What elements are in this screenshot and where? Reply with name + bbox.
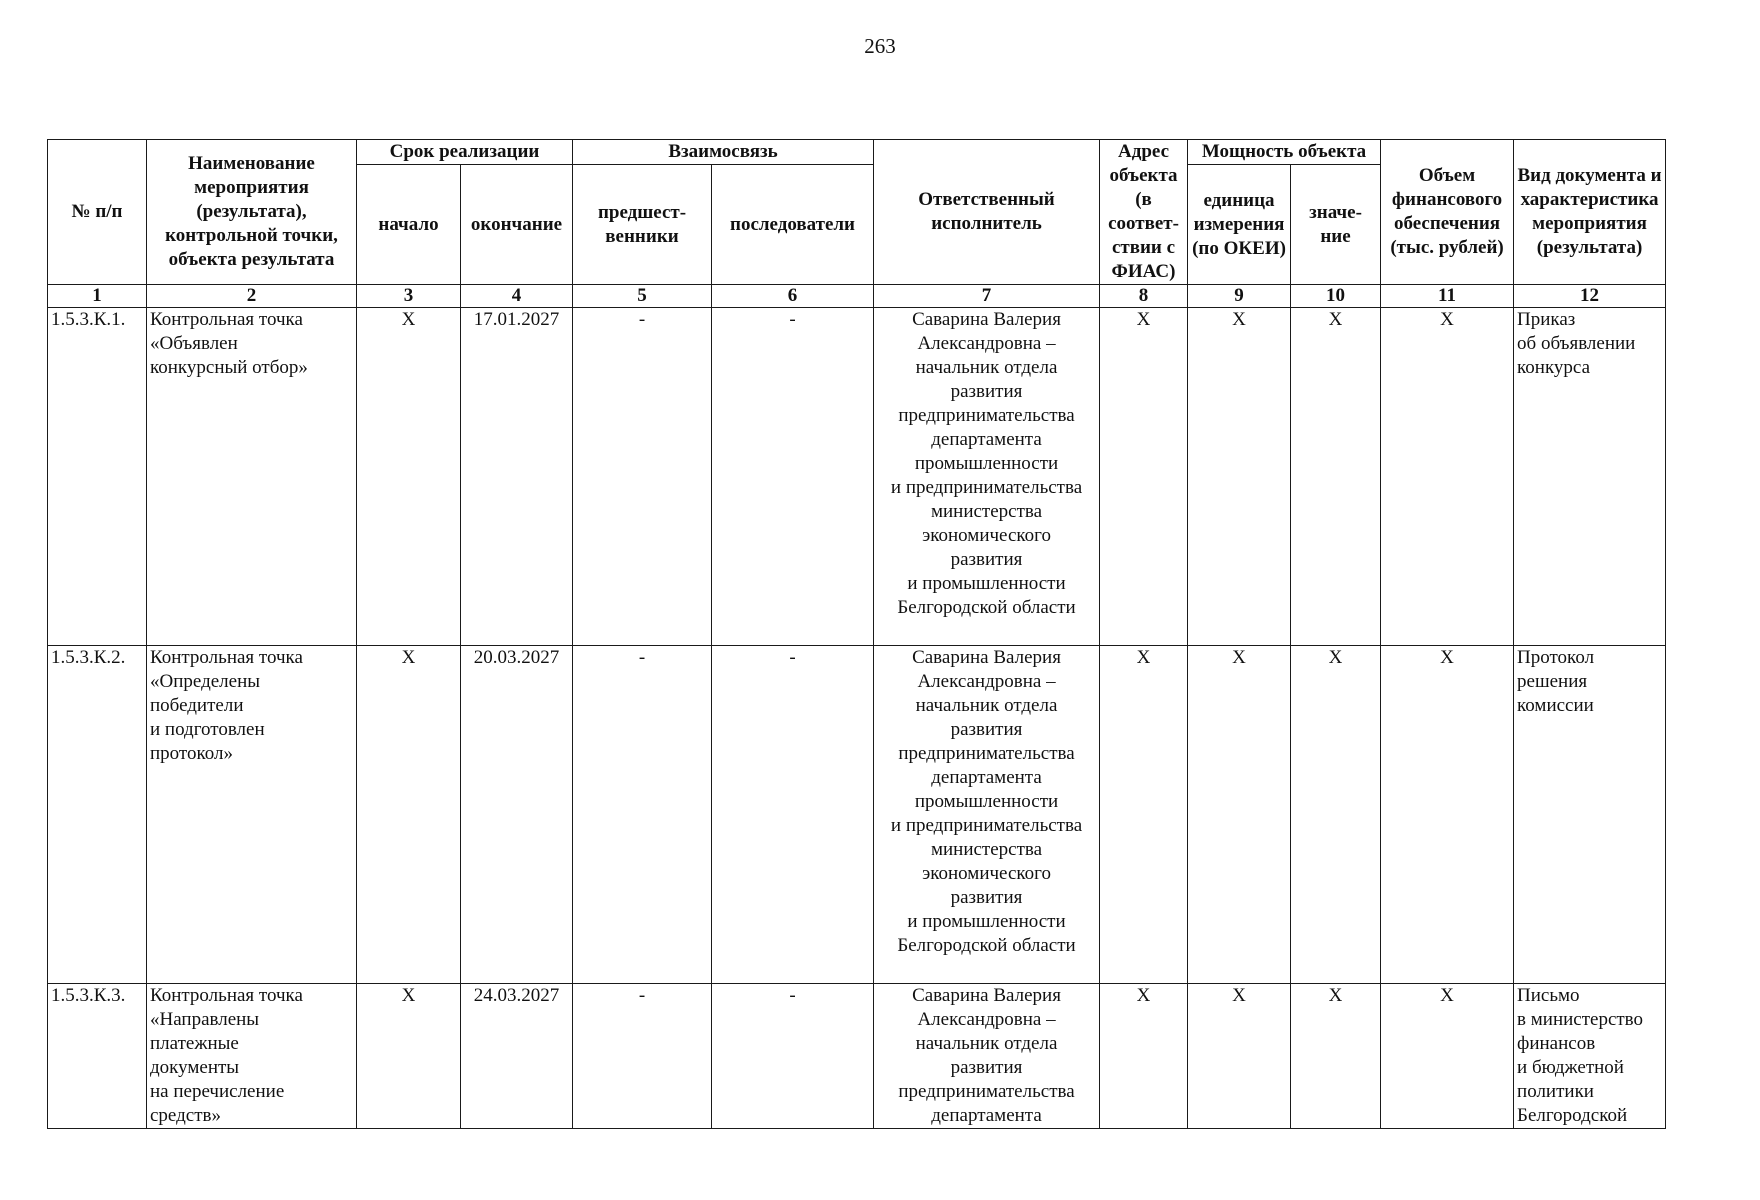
row-doc: Приказ об объявлении конкурса [1514, 308, 1666, 646]
table-row [48, 646, 1666, 984]
column-number: 2 [147, 285, 357, 308]
header-unit: единица измерения (по ОКЕИ) [1188, 165, 1291, 285]
column-number: 5 [573, 285, 712, 308]
row-unit: X [1188, 646, 1291, 984]
row-address: X [1100, 308, 1188, 646]
row-unit: X [1188, 308, 1291, 646]
header-term-end: окончание [461, 165, 573, 285]
row-executor: Саварина Валерия Александровна – начальник отдела развития предпринимательства департамента промышленности и предпринимательства министерства экономического развития и промышленности Белгородской области [874, 308, 1100, 646]
header-value: значе-ние [1291, 165, 1381, 285]
row-end: 24.03.2027 [461, 984, 573, 1129]
row-value: X [1291, 646, 1381, 984]
row-successors: - [712, 646, 874, 984]
header-finance: Объем финансового обеспечения (тыс. рублей) [1381, 140, 1514, 285]
row-address: X [1100, 984, 1188, 1129]
header-address: Адрес объекта (в соответ-ствии с ФИАС) [1100, 140, 1188, 285]
row-doc: Протокол решения комиссии [1514, 646, 1666, 984]
row-start: X [357, 646, 461, 984]
row-value: X [1291, 308, 1381, 646]
row-num: 1.5.3.К.2. [48, 646, 147, 984]
row-end: 20.03.2027 [461, 646, 573, 984]
column-number: 7 [874, 285, 1100, 308]
row-end: 17.01.2027 [461, 308, 573, 646]
row-name: Контрольная точка «Определены победители и подготовлен протокол» [147, 646, 357, 984]
header-relation: Взаимосвязь [573, 140, 874, 165]
plan-table [47, 139, 1666, 1129]
header-successors: последователи [712, 165, 874, 285]
header-name: Наименование мероприятия (результата), контрольной точки, объекта результата [147, 140, 357, 285]
column-number: 12 [1514, 285, 1666, 308]
header-capacity: Мощность объекта [1188, 140, 1381, 165]
row-predecessors: - [573, 646, 712, 984]
row-predecessors: - [573, 308, 712, 646]
header-executor: Ответственный исполнитель [874, 140, 1100, 285]
table-row [48, 308, 1666, 646]
row-name: Контрольная точка «Направлены платежные документы на перечисление средств» [147, 984, 357, 1129]
column-number: 6 [712, 285, 874, 308]
header-doc: Вид документа и характеристика мероприятия (результата) [1514, 140, 1666, 285]
column-number: 8 [1100, 285, 1188, 308]
column-number: 11 [1381, 285, 1514, 308]
header-term: Срок реализации [357, 140, 573, 165]
table-row [48, 984, 1666, 1129]
column-number: 10 [1291, 285, 1381, 308]
row-finance: X [1381, 984, 1514, 1129]
header-term-start: начало [357, 165, 461, 285]
column-number: 4 [461, 285, 573, 308]
row-address: X [1100, 646, 1188, 984]
row-doc: Письмо в министерство финансов и бюджетной политики Белгородской [1514, 984, 1666, 1129]
column-number: 1 [48, 285, 147, 308]
row-finance: X [1381, 646, 1514, 984]
header-predecessors: предшест-венники [573, 165, 712, 285]
column-number: 9 [1188, 285, 1291, 308]
page-number: 263 [864, 34, 896, 58]
row-value: X [1291, 984, 1381, 1129]
row-successors: - [712, 308, 874, 646]
row-num: 1.5.3.К.1. [48, 308, 147, 646]
row-num: 1.5.3.К.3. [48, 984, 147, 1129]
column-number: 3 [357, 285, 461, 308]
row-unit: X [1188, 984, 1291, 1129]
row-successors: - [712, 984, 874, 1129]
row-start: X [357, 308, 461, 646]
row-executor: Саварина Валерия Александровна – начальник отдела развития предпринимательства департамента промышленности и предпринимательства министерства экономического развития и промышленности Белгородской области [874, 646, 1100, 984]
row-start: X [357, 984, 461, 1129]
row-name: Контрольная точка «Объявлен конкурсный отбор» [147, 308, 357, 646]
row-executor: Саварина Валерия Александровна – начальник отдела развития предпринимательства департамента [874, 984, 1100, 1129]
row-predecessors: - [573, 984, 712, 1129]
column-number-row [48, 285, 1666, 308]
row-finance: X [1381, 308, 1514, 646]
header-num: № п/п [48, 140, 147, 285]
